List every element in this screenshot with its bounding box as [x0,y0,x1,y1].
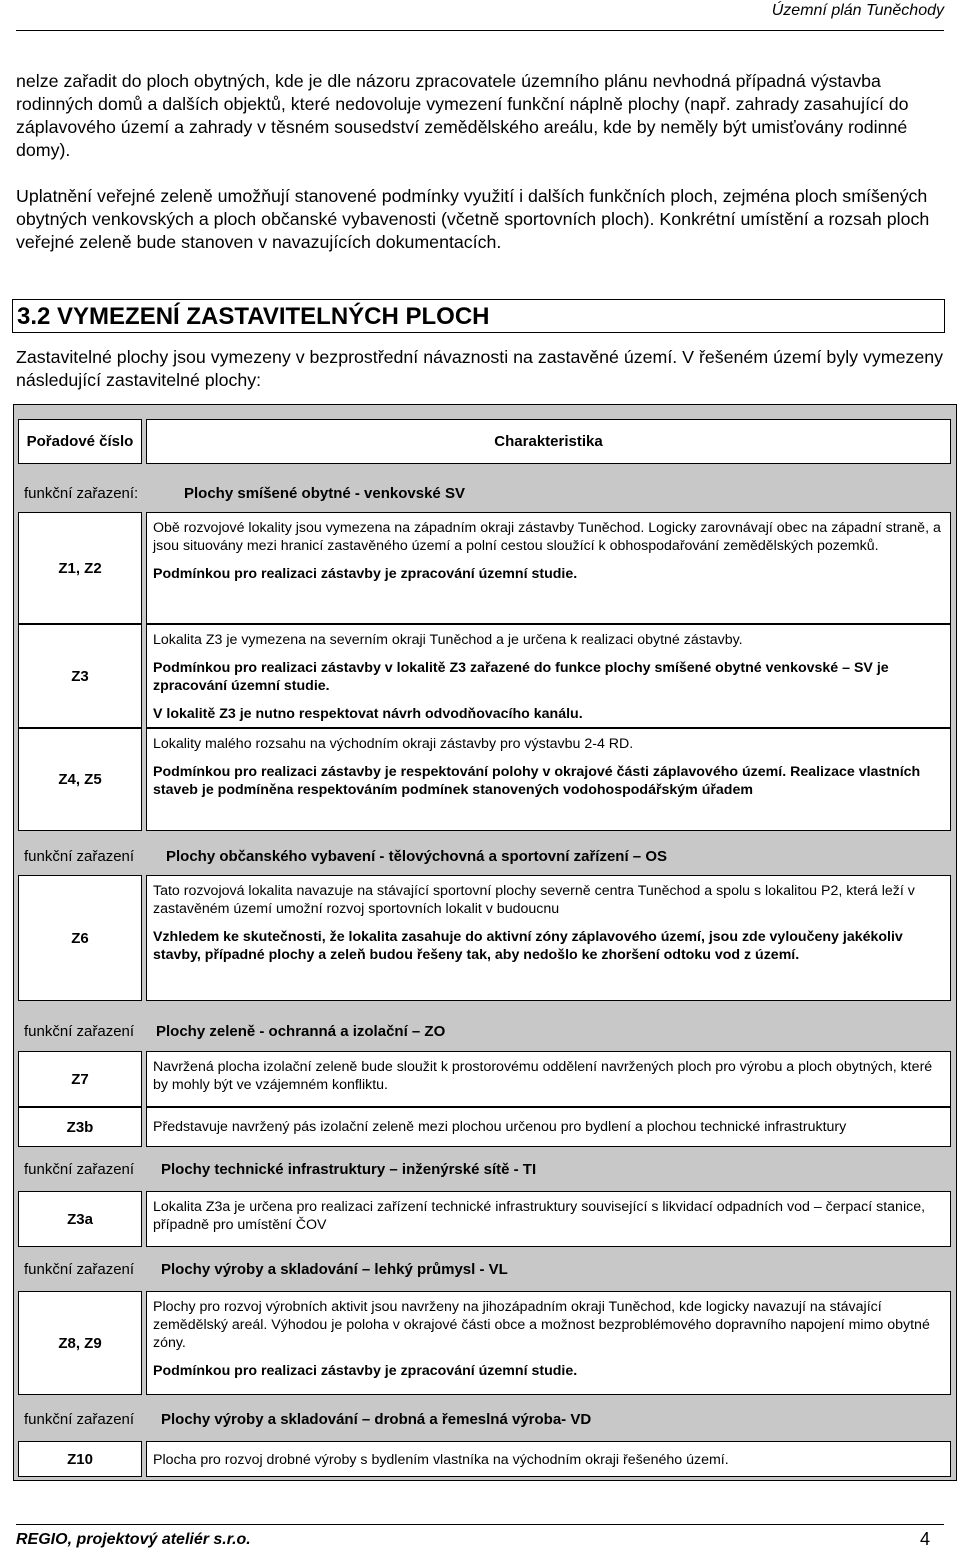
description-text: Plochy pro rozvoj výrobních aktivit jsou navrženy na jihozápadním okraji Tuněchod, kde logicky navazují na stávající zemědělský areál. Výhodou je poloha v okrajové části obce a možnost bezproblémového dopravního napojení mimo obytné zóny. [153,1299,930,1351]
row-number-z4-z5: Z4, Z5 [18,728,142,831]
intro-paragraph-1: nelze zařadit do ploch obytných, kde je dle názoru zpracovatele územního plánu nevhodná případná výstavba rodinných domů a dalších objektů, které nedovoluje vymezení funkční náplně plochy (např. zahrady zasahující do záplavového území a zahrady v těsném sousedství zemědělského areálu, kde by neměly být umisťovány rodinné domy). [16,71,909,160]
row-description-z3 [146,624,951,728]
group-label-ti: funkční zařazení [24,1161,135,1178]
section-intro-text: Zastavitelné plochy jsou vymezeny v bezprostřední návaznosti na zastavěné území. V řešeném území byly vymezeny následující zastavitelné plochy: [16,347,944,390]
row-description-z7 [146,1051,951,1107]
document-header-title: Územní plán Tuněchody [771,2,944,19]
row-description-z3a [146,1191,951,1247]
description-condition: Podmínkou pro realizaci zástavby je respektování polohy v okrajové části záplavového území. Realizace vlastních staveb je podmíněna respektováním podmínek stanovených vodohospodářským úřadem [153,764,921,798]
row-description-z1-z2 [146,512,951,624]
row-description-z6 [146,875,951,1001]
group-label-sv: funkční zařazení: [24,485,139,502]
footer-rule [16,1524,944,1525]
section-heading: 3.2 VYMEZENÍ ZASTAVITELNÝCH PLOCH [12,299,945,333]
description-text: Lokalita Z3a je určena pro realizaci zařízení technické infrastruktury související s likvidací odpadních vod – čerpací stanice, případně pro umístění ČOV [153,1199,926,1233]
group-title-vd: Plochy výroby a skladování – drobná a řemeslná výroba- VD [161,1411,592,1428]
description-condition: Podmínkou pro realizaci zástavby je zpracování územní studie. [153,566,578,582]
row-number-z1-z2: Z1, Z2 [18,512,142,624]
row-description-z3b [146,1107,951,1147]
description-text: Obě rozvojové lokality jsou vymezena na západním okraji zástavby Tuněchod. Logicky zarovnávají obec na západní straně, a jsou situovány mezi hranicí zastavěného území a polní cestou sloužící k obhospodařování zemědělských pozemků. [153,520,941,554]
row-number-z3: Z3 [18,624,142,728]
description-text: Plocha pro rozvoj drobné výroby s bydlením vlastníka na východním okraji řešeného území. [153,1452,729,1468]
group-label-vd: funkční zařazení [24,1411,135,1428]
header-rule [16,30,944,31]
description-text: Tato rozvojová lokalita navazuje na stávající sportovní plochy severně centra Tuněchod a spolu s lokalitou P2, která leží v zastavěném území umožní rozvoj sportovních lokalit v budoucnu [153,883,915,917]
row-description-z10 [146,1441,951,1477]
zastavitelne-plochy-table [13,404,957,1481]
row-number-z3a: Z3a [18,1191,142,1247]
row-description-z4-z5 [146,728,951,831]
row-number-z6: Z6 [18,875,142,1001]
description-condition: Podmínkou pro realizaci zástavby v lokalitě Z3 zařazené do funkce plochy smíšené obytné venkovské – SV je zpracování územní studie. [153,660,889,694]
description-text: Lokalita Z3 je vymezena na severním okraji Tuněchod a je určena k realizaci obytné zástavby. [153,632,743,648]
group-label-vl: funkční zařazení [24,1261,135,1278]
group-title-vl: Plochy výroby a skladování – lehký průmysl - VL [161,1261,508,1278]
footer-company: REGIO, projektový ateliér s.r.o. [16,1531,251,1548]
page-number: 4 [919,1529,930,1549]
group-label-os: funkční zařazení [24,848,135,865]
row-description-z8-z9 [146,1291,951,1395]
intro-paragraph-2: Uplatnění veřejné zeleně umožňují stanovené podmínky využití i dalších funkčních ploch, zejména ploch smíšených obytných venkovských a ploch občanské vybavenosti (včetně sportovních ploch). Konkrétní umístění a rozsah ploch veřejné zeleně bude stanoven v navazujících dokumentacích. [16,186,930,252]
row-number-z7: Z7 [18,1051,142,1107]
row-number-z3b: Z3b [18,1107,142,1147]
group-label-zo: funkční zařazení [24,1023,135,1040]
description-text: Lokality malého rozsahu na východním okraji zástavby pro výstavbu 2-4 RD. [153,736,634,752]
description-text: Představuje navržený pás izolační zeleně mezi plochou určenou pro bydlení a plochou technické infrastruktury [153,1119,847,1135]
column-header-number: Pořadové číslo [18,419,142,464]
group-title-ti: Plochy technické infrastruktury – inženýrské sítě - TI [161,1161,537,1178]
description-condition: V lokalitě Z3 je nutno respektovat návrh odvodňovacího kanálu. [153,706,583,722]
description-text: Navržená plocha izolační zeleně bude sloužit k prostorovému oddělení navržených ploch pro výrobu a ploch obytných, které by mohly být ve vzájemném konfliktu. [153,1059,933,1093]
row-number-z10: Z10 [18,1441,142,1477]
group-title-zo: Plochy zeleně - ochranná a izolační – ZO [156,1023,446,1040]
column-header-characteristics: Charakteristika [146,419,951,464]
description-condition: Podmínkou pro realizaci zástavby je zpracování územní studie. [153,1363,578,1379]
group-title-sv: Plochy smíšené obytné - venkovské SV [184,485,465,502]
description-condition: Vzhledem ke skutečnosti, že lokalita zasahuje do aktivní zóny záplavového území, jsou zde vyloučeny jakékoliv stavby, případné plochy a zeleň budou řešeny tak, aby nedošlo ke zhoršení odtoku vod z území. [153,929,903,963]
group-title-os: Plochy občanského vybavení - tělovýchovná a sportovní zařízení – OS [166,848,667,865]
row-number-z8-z9: Z8, Z9 [18,1291,142,1395]
